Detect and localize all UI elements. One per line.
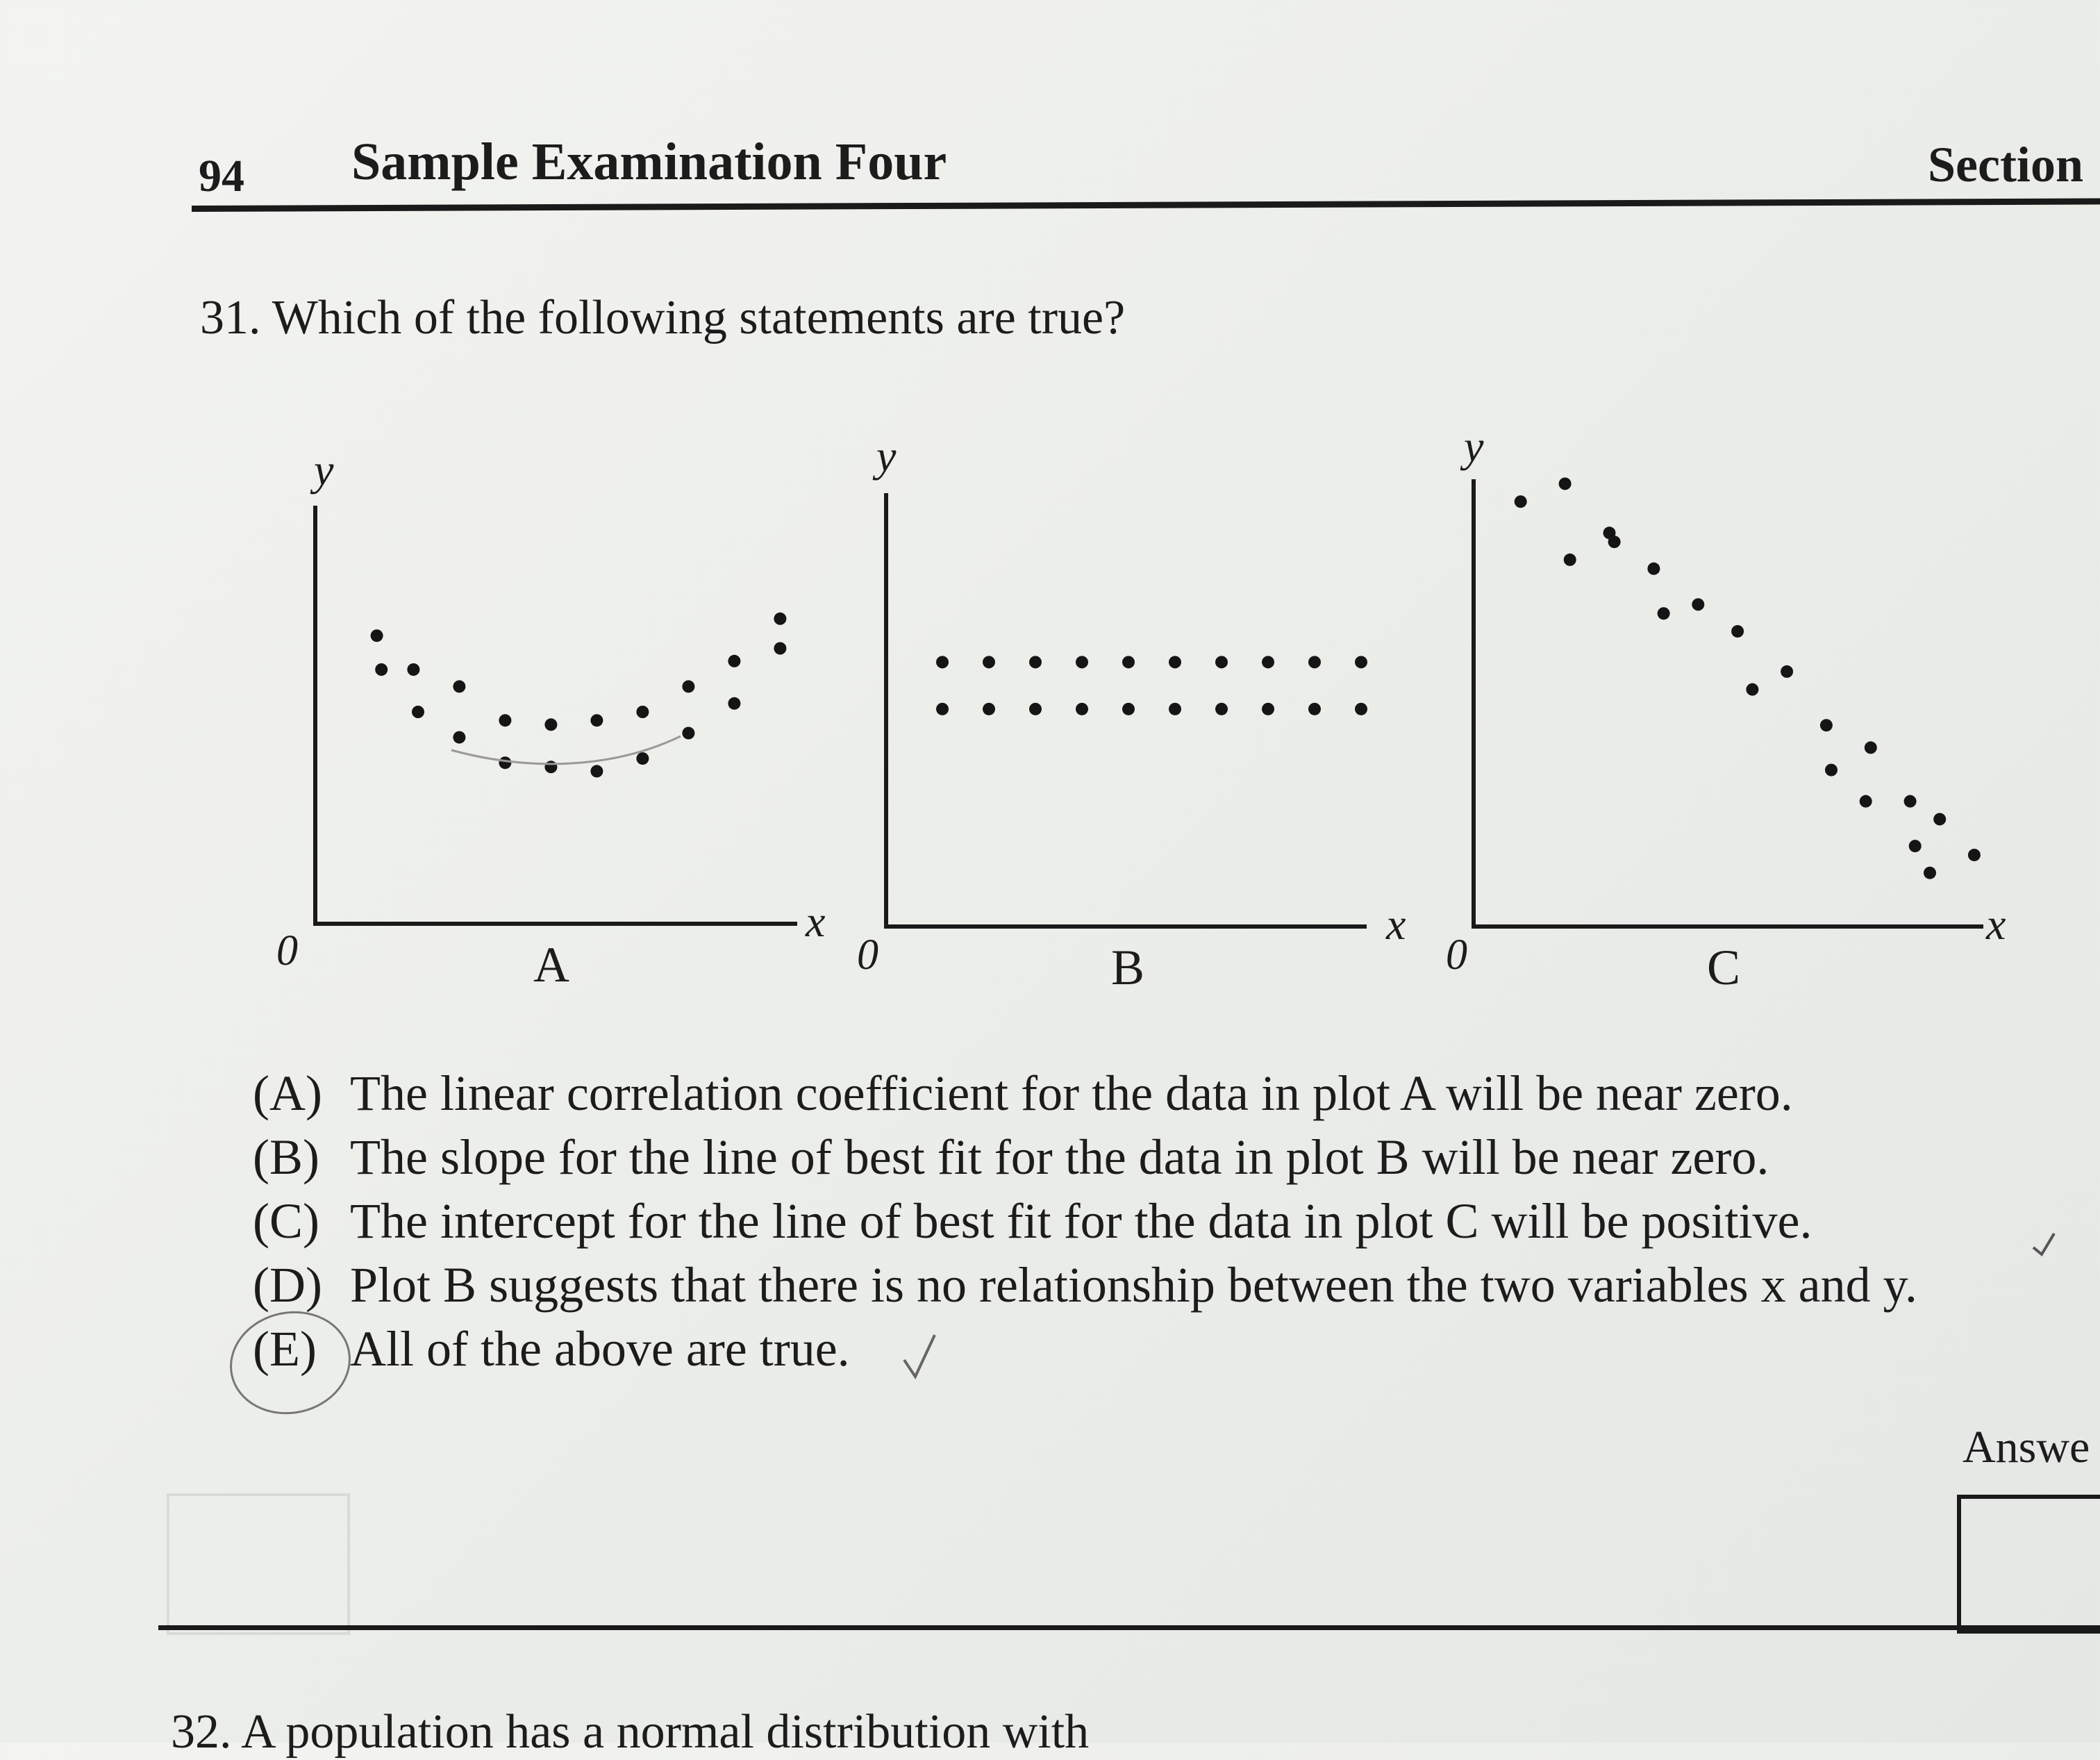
option-text: The linear correlation coefficient for the data in plot A will be near zero. [350, 1065, 1793, 1121]
data-point [1169, 703, 1181, 715]
data-point [936, 703, 949, 715]
page-title: Sample Examination Four [351, 133, 947, 191]
data-point [1308, 703, 1321, 715]
data-point [1215, 656, 1228, 668]
option-c[interactable] [253, 1189, 1917, 1253]
data-point [1076, 656, 1088, 668]
data-point [1924, 867, 1936, 879]
data-point [1355, 703, 1367, 715]
data-point [1122, 656, 1135, 668]
data-point [1169, 656, 1181, 668]
answer-options [253, 1061, 1917, 1381]
data-point [1262, 703, 1274, 715]
answer-label: Answe [1962, 1422, 2090, 1472]
data-point [453, 731, 465, 744]
data-point [1781, 665, 1793, 678]
data-point [682, 680, 694, 692]
plot-a-points [371, 613, 787, 778]
plot-a-y-label: y [314, 445, 334, 495]
data-point [1608, 536, 1621, 548]
plot-c-y-label: y [1464, 422, 1484, 471]
data-point [728, 655, 740, 667]
plot-c-origin: 0 [1446, 931, 1467, 979]
data-point [936, 656, 949, 668]
plot-b-origin: 0 [857, 931, 878, 979]
option-letter: (A) [253, 1065, 322, 1121]
data-point [1262, 656, 1274, 668]
data-point [774, 642, 786, 655]
data-point [983, 656, 995, 668]
plot-b-points [936, 656, 1367, 715]
data-point [1122, 703, 1135, 715]
data-point [1860, 795, 1872, 808]
data-point [544, 718, 557, 731]
data-point [636, 752, 649, 765]
data-point [1746, 683, 1758, 696]
data-point [1731, 625, 1744, 638]
option-a[interactable] [253, 1061, 1917, 1125]
data-point [1865, 741, 1877, 754]
data-point [499, 714, 511, 727]
page-number: 94 [199, 151, 244, 201]
data-point [1076, 703, 1088, 715]
plot-c-points [1515, 477, 1981, 879]
footer-divider [158, 1625, 2100, 1630]
data-point [1515, 495, 1527, 508]
data-point [453, 680, 465, 692]
plot-c [1472, 477, 1983, 927]
option-letter: (B) [253, 1129, 319, 1185]
data-point [499, 756, 511, 769]
option-b[interactable] [253, 1125, 1917, 1189]
data-point [1647, 563, 1660, 575]
data-point [1904, 795, 1917, 808]
option-letter: (C) [253, 1193, 319, 1249]
data-point [1658, 607, 1670, 620]
data-point [412, 706, 424, 718]
plot-b [884, 493, 1367, 927]
option-e[interactable] [253, 1317, 1917, 1381]
data-point [371, 629, 383, 642]
data-point [1355, 656, 1367, 668]
data-point [590, 765, 603, 777]
data-point [983, 703, 995, 715]
data-point [1308, 656, 1321, 668]
faint-box [167, 1493, 350, 1635]
data-point [544, 761, 557, 773]
data-point [1029, 656, 1042, 668]
data-point [407, 663, 419, 676]
data-point [1029, 703, 1042, 715]
data-point [375, 663, 388, 676]
data-point [1692, 598, 1704, 611]
data-point [1968, 849, 1981, 861]
plot-c-x-label: x [1986, 899, 2006, 949]
data-point [1820, 719, 1833, 731]
data-point [1559, 477, 1572, 490]
option-text: The intercept for the line of best fit for the data in plot C will be positive. [350, 1193, 1812, 1249]
data-point [1215, 703, 1228, 715]
data-point [774, 613, 786, 625]
data-point [1909, 840, 1922, 852]
option-text: All of the above are true. [350, 1321, 850, 1377]
data-point [590, 714, 603, 727]
plot-b-name: B [1111, 940, 1145, 995]
question-text: 31. Which of the following statements are true? [200, 291, 1126, 344]
answer-box[interactable] [1957, 1495, 2100, 1634]
option-letter: (D) [253, 1257, 322, 1313]
plot-a [313, 506, 797, 924]
data-point [1564, 554, 1576, 566]
option-letter: (E) [253, 1321, 317, 1377]
option-text: Plot B suggests that there is no relationship between the two variables x and y. [350, 1257, 1917, 1313]
plot-a-x-label: x [806, 897, 826, 946]
plot-a-origin: 0 [276, 927, 298, 974]
plot-b-y-label: y [876, 431, 897, 481]
option-d[interactable] [253, 1253, 1917, 1317]
plot-b-x-label: x [1386, 899, 1406, 949]
data-point [1933, 813, 1946, 825]
next-question-text: 32. A population has a normal distribution with [171, 1705, 1090, 1759]
option-text: The slope for the line of best fit for the data in plot B will be near zero. [350, 1129, 1769, 1185]
plot-c-name: C [1707, 940, 1741, 995]
plot-a-name: A [533, 937, 569, 993]
data-point [636, 706, 649, 718]
data-point [682, 727, 694, 740]
data-point [728, 697, 740, 710]
section-heading: Section [1928, 137, 2083, 192]
data-point [1825, 764, 1838, 777]
